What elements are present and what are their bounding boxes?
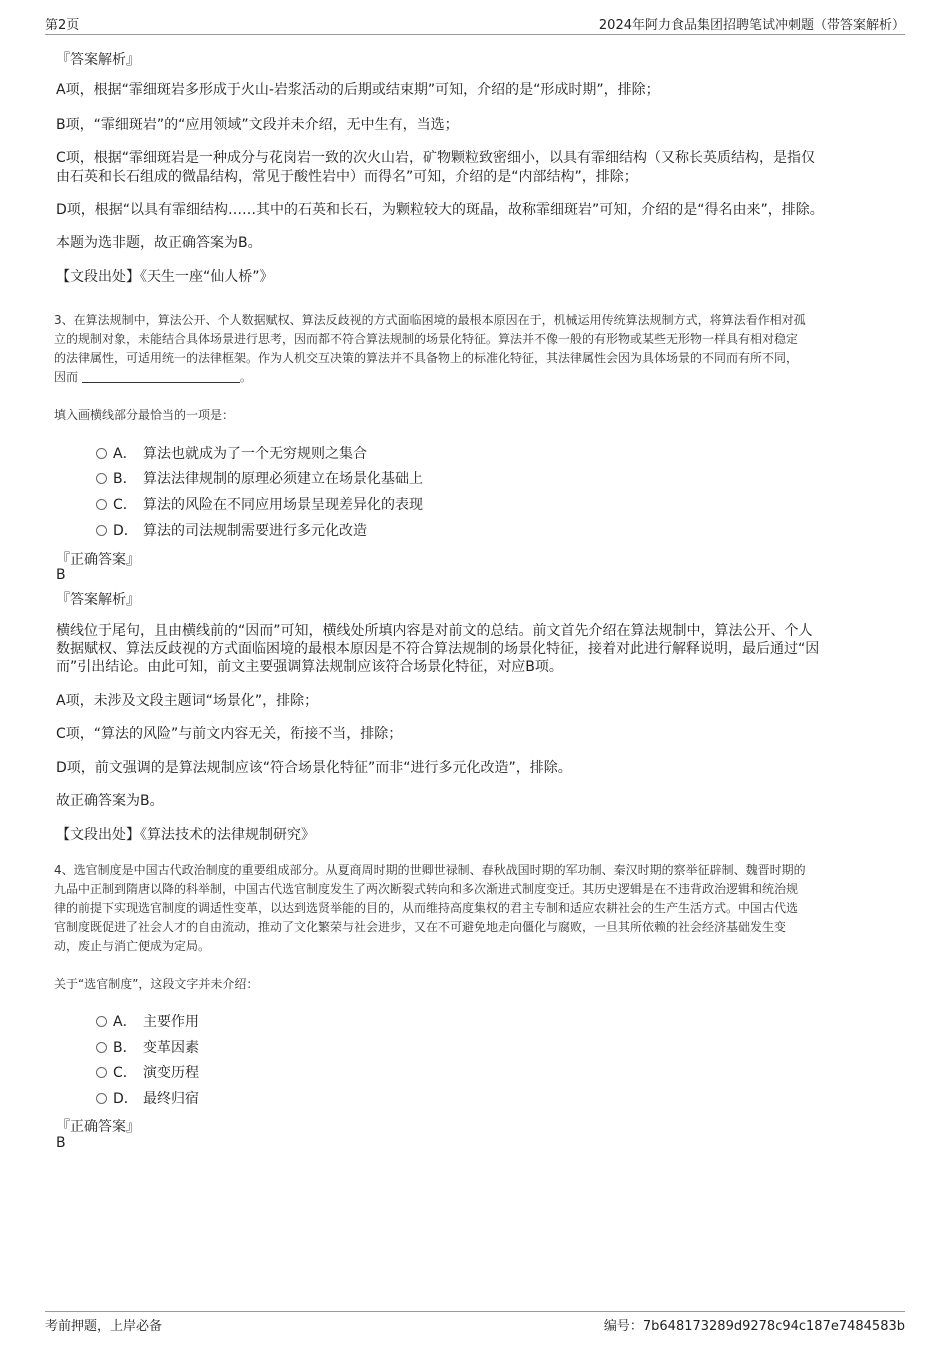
document-title: 2024年阿力食品集团招聘笔试冲刺题（带答案解析）: [598, 18, 905, 33]
q4-option-d[interactable]: D． 最终归宿: [96, 1088, 199, 1108]
q4-stem: [54, 861, 896, 956]
q3-answer-label: 『正确答案』: [56, 552, 140, 568]
q3-analysis-line: 数据赋权、算法反歧视的方式面临困境的最根本原因是不符合算法规制的场景化特征，接着对此进行解释说明，最后通过“因: [56, 641, 820, 657]
q4-stem-line: 官制度既促进了社会人才的自由流动，推动了文化繁荣与社会进步，又在不可避免地走向僵化与腐败，一旦其所依赖的社会经济基础发生变: [54, 920, 787, 934]
q3-option-b[interactable]: B． 算法法律规制的原理必须建立在场景化基础上: [96, 468, 423, 488]
q2-analysis-line: C项，根据“霏细斑岩是一种成分与花岗岩一致的次火山岩，矿物颗粒致密细小，以具有霏细结构（又称长英质结构，是指仅: [56, 150, 816, 166]
q3-answer: B: [56, 567, 66, 583]
q4-stem-line: 九品中正制到隋唐以降的科举制，中国古代选官制度发生了两次断裂式转向和多次渐进式制度变迁。其历史逻辑是在不违背政治逻辑和统治规: [54, 882, 799, 896]
q3-stem-line: 因而 。: [54, 370, 252, 384]
q2-source: 【文段出处】《天生一座“仙人桥”》: [56, 269, 274, 285]
q2-analysis-line: B项，“霏细斑岩”的“应用领域”文段并未介绍，无中生有，当选；: [56, 117, 459, 133]
q4-stem-line: 律的前提下实现选官制度的调适性变革，以达到选贤举能的目的，从而维持高度集权的君主专制和适应农耕社会的生产生活方式。中国古代选: [54, 901, 799, 915]
radio-icon[interactable]: [96, 499, 107, 510]
q3-stem-line: 立的规制对象，未能结合具体场景进行思考，因而都不符合算法规制的场景化特征。算法并不像一般的有形物或某些无形物一样具有相对稳定: [54, 332, 799, 346]
q3-stem-line: 的法律属性，可适用统一的法律框架。作为人机交互决策的算法并不具备物上的标准化特征，其法律属性会因为具体场景的不同而有所不同，: [54, 351, 799, 365]
q4-answer: B: [56, 1135, 66, 1151]
q3-option-d[interactable]: D． 算法的司法规制需要进行多元化改造: [96, 520, 367, 540]
q3-stem-line: 3、在算法规制中，算法公开、个人数据赋权、算法反歧视的方式面临困境的最根本原因在于，机械运用传统算法规制方式，将算法看作相对孤: [54, 313, 806, 327]
q3-source: 【文段出处】《算法技术的法律规制研究》: [56, 827, 315, 843]
footer-serial: 编号：7b648173289d9278c94c187e7484583b: [603, 1319, 905, 1334]
page-number: 第2页: [45, 18, 80, 33]
q3-option-a[interactable]: A． 算法也就成为了一个无穷规则之集合: [96, 443, 367, 463]
radio-icon[interactable]: [96, 1016, 107, 1027]
q2-analysis-line: A项，根据“霏细斑岩多形成于火山-岩浆活动的后期或结束期”可知，介绍的是“形成时期”，排除；: [56, 82, 660, 98]
q2-analysis-label: 『答案解析』: [56, 52, 140, 68]
q4-option-b[interactable]: B． 变革因素: [96, 1037, 199, 1057]
q3-analysis-line: 而”引出结论。由此可知，前文主要强调算法规制应该符合场景化特征，对应B项。: [56, 659, 563, 675]
q3-analysis-label: 『答案解析』: [56, 592, 140, 608]
q3-analysis-line: D项，前文强调的是算法规制应该“符合场景化特征”而非“进行多元化改造”，排除。: [56, 760, 572, 776]
q4-option-a[interactable]: A． 主要作用: [96, 1011, 199, 1031]
q4-option-c[interactable]: C． 演变历程: [96, 1062, 199, 1082]
radio-icon[interactable]: [96, 1067, 107, 1078]
q3-stem: [54, 311, 896, 387]
q2-conclusion: 本题为选非题，故正确答案为B。: [56, 235, 262, 251]
q2-analysis-line: 由石英和长石组成的微晶结构，常见于酸性岩中）而得名”可知，介绍的是“内部结构”，排除；: [56, 169, 638, 185]
q4-answer-label: 『正确答案』: [56, 1119, 140, 1135]
radio-icon[interactable]: [96, 1042, 107, 1053]
radio-icon[interactable]: [96, 473, 107, 484]
fill-blank: [82, 370, 240, 383]
radio-icon[interactable]: [96, 1093, 107, 1104]
footer-note: 考前押题，上岸必备: [45, 1319, 163, 1334]
q3-analysis-line: 横线位于尾句，且由横线前的“因而”可知，横线处所填内容是对前文的总结。前文首先介绍在算法规制中，算法公开、个人: [56, 623, 813, 639]
q3-option-c[interactable]: C． 算法的风险在不同应用场景呈现差异化的表现: [96, 494, 423, 514]
q3-prompt: 填入画横线部分最恰当的一项是：: [54, 408, 235, 422]
q3-analysis-line: C项，“算法的风险”与前文内容无关，衔接不当，排除；: [56, 726, 403, 742]
q2-analysis-line: D项，根据“以具有霏细结构……其中的石英和长石，为颗粒较大的斑晶，故称霏细斑岩”可知，介绍的是“得名由来”，排除。: [56, 202, 824, 218]
radio-icon[interactable]: [96, 525, 107, 536]
q4-prompt: 关于“选官制度”，这段文字并未介绍：: [54, 977, 259, 991]
q4-stem-line: 4、选官制度是中国古代政治制度的重要组成部分。从夏商周时期的世卿世禄制、春秋战国时期的军功制、秦汉时期的察举征辟制、魏晋时期的: [54, 863, 806, 877]
page-footer: [45, 1311, 905, 1335]
q3-conclusion: 故正确答案为B。: [56, 793, 164, 809]
q4-stem-line: 动，废止与消亡便成为定局。: [54, 939, 211, 953]
radio-icon[interactable]: [96, 448, 107, 459]
page-header: [45, 14, 905, 35]
q3-analysis-line: A项，未涉及文段主题词“场景化”，排除；: [56, 693, 319, 709]
